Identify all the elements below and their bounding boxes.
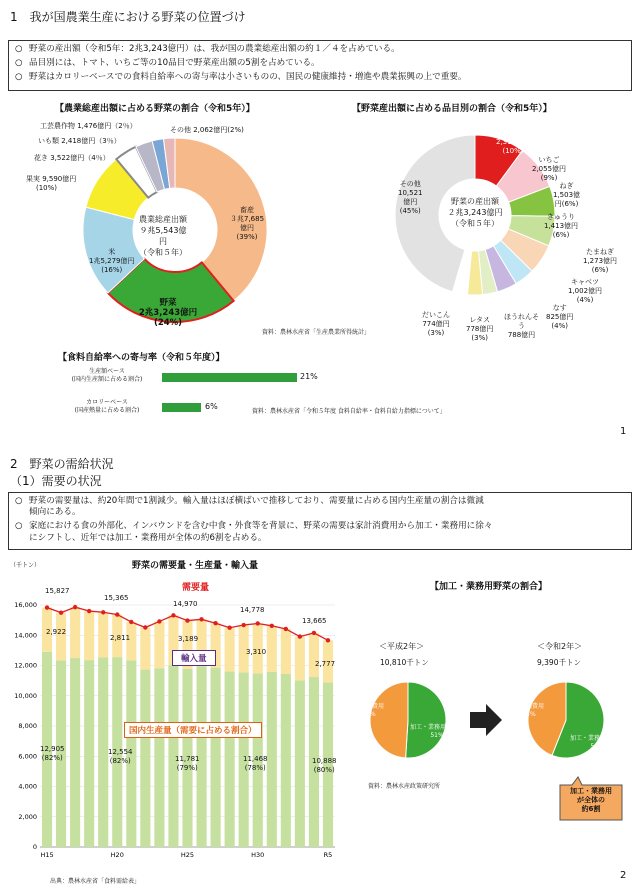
- bullet-4-cont: 傾向にある。: [29, 507, 81, 517]
- pie-slice-processed: [406, 682, 446, 758]
- pie2-proc: 加工・業務用 56%: [570, 735, 607, 750]
- bar-chart-unit: （千トン）: [10, 562, 41, 569]
- demand-label-2: 14,970: [173, 600, 198, 608]
- bar-import: [281, 629, 291, 674]
- bar-chart-source: 出典：農林水産省「食料需給表」: [50, 878, 141, 885]
- donut1-title: 【農業総産出額に占める野菜の割合（令和5年）】: [55, 104, 255, 114]
- demand-point: [157, 619, 161, 623]
- demand-point: [59, 610, 63, 614]
- demand-point: [256, 621, 260, 625]
- bullet-5-cont: にシフトし、近年では加工・業務用が全体の約6割を占める。: [29, 533, 267, 543]
- demand-point: [45, 605, 49, 609]
- bar-import: [225, 628, 235, 672]
- label-ichigo: いちご 2,055億円 (9%): [532, 156, 567, 182]
- ss-label-1: 生産額ベース (国内生産額に占める割合): [71, 368, 143, 383]
- ss-label-2: カロリーベース (国産熱量に占める割合): [74, 399, 140, 414]
- y-tick-label: 14,000: [14, 631, 37, 640]
- pie1-year: ＜平成2年＞: [379, 642, 425, 651]
- demand-point: [227, 626, 231, 630]
- label-sonota2: その他 10,521 億円 (45%): [398, 180, 423, 215]
- domestic-label-0: 12,905 (82%): [40, 745, 65, 762]
- demand-point: [87, 609, 91, 613]
- x-tick-label: H25: [180, 851, 195, 859]
- donut-source: 資料：農林水産省「生産農業所得統計」: [262, 329, 371, 336]
- label-cabbage: キャベツ 1,002億円 (4%): [568, 278, 603, 304]
- bullet-3: ○ 野菜はカロリーベースでの食料自給率への寄与率は小さいものの、国民の健康維持・増進や農業振興の上で重要。: [15, 72, 467, 82]
- domestic-label-1: 12,554 (82%): [108, 748, 133, 765]
- y-tick-label: 12,000: [14, 661, 37, 670]
- summary-box-1: [8, 40, 632, 91]
- demand-point: [312, 631, 316, 635]
- demand-label-1: 15,365: [104, 594, 129, 602]
- ss-title: 【食料自給率への寄与率（令和５年度）】: [58, 353, 225, 363]
- demand-point: [115, 612, 119, 616]
- bar-import: [154, 621, 164, 668]
- demand-point: [241, 623, 245, 627]
- label-negi: ねぎ 1,503億 円(6%): [553, 182, 581, 208]
- ss-bar-1: [162, 373, 297, 382]
- bar-import: [70, 607, 80, 658]
- pies: [368, 668, 640, 788]
- bar-domestic: [98, 658, 108, 847]
- demand-label-3: 14,778: [240, 606, 265, 614]
- pie1-total: 10,810千トン: [380, 658, 429, 667]
- demand-point: [270, 624, 274, 628]
- bar-domestic: [84, 660, 94, 847]
- label-tamanegi: たまねぎ 1,273億円 (6%): [583, 248, 618, 274]
- bar-import: [267, 626, 277, 672]
- ss-value-1: 21%: [300, 372, 318, 381]
- demand-point: [185, 618, 189, 622]
- bullet-5: ○ 家庭における食の外部化、インバウンドを含む中食・外食等を背景に、野菜の需要は家計消費用から加工・業務用に徐々: [15, 521, 493, 531]
- label-chikusan: 畜産 ３兆7,685 億円 (39%): [230, 206, 265, 241]
- bar-chart-title: 野菜の需要量・生産量・輸入量: [132, 561, 259, 571]
- demand-label-4: 13,665: [302, 617, 327, 625]
- bar-domestic: [225, 672, 235, 847]
- label-sonota1: その他 2,062億円(2%): [170, 126, 244, 134]
- label-nasu: なす 825億円 (4%): [546, 304, 574, 330]
- domestic-label-2: 11,781 (79%): [175, 755, 200, 772]
- y-tick-label: 16,000: [14, 601, 37, 609]
- legend-domestic: 国内生産量（需要に占める割合）: [124, 722, 262, 738]
- pie-slice-home: [370, 682, 408, 758]
- pie2-home: 家計消費用 44%: [514, 703, 545, 718]
- import-label-3: 3,310: [246, 648, 267, 656]
- bar-domestic: [281, 674, 291, 847]
- bar-domestic: [211, 668, 221, 847]
- bar-import: [309, 633, 319, 677]
- arrow-right-icon: [470, 704, 502, 736]
- demand-point: [73, 605, 77, 609]
- x-tick-label: H20: [110, 851, 124, 859]
- donut2-center: 野菜の産出額 ２兆3,243億円 （令和５年）: [447, 197, 503, 228]
- label-kyuri: きゅうり 1,413億円 (6%): [544, 213, 579, 239]
- bar-chart: [0, 570, 345, 870]
- demand-point: [129, 620, 133, 624]
- summary-box-2: [8, 492, 632, 550]
- y-tick-label: 0: [32, 843, 37, 851]
- label-kajitsu: 果実 9,590億円 (10%): [26, 175, 77, 192]
- demand-point: [298, 634, 302, 638]
- page-number-1: 1: [620, 426, 627, 437]
- pie-source: 資料：農林水産政策研究所: [368, 783, 441, 790]
- label-lettuce: レタス 778億円 (3%): [466, 316, 494, 342]
- y-tick-label: 4,000: [18, 782, 37, 791]
- bar-domestic: [140, 670, 150, 847]
- ss-value-2: 6%: [205, 402, 218, 411]
- demand-point: [213, 621, 217, 625]
- bullet-1: ○ 野菜の産出額（令和5年：2兆3,243億円）は、我が国の農業総産出額の約１／４を占めている。: [15, 44, 400, 54]
- bullet-2: ○ 品目別には、トマト、いちご等の10品目で野菜産出額の5割を占めている。: [15, 58, 320, 68]
- demand-point: [199, 617, 203, 621]
- ss-bar-2: [162, 403, 201, 412]
- pie2-year: ＜令和2年＞: [537, 642, 583, 651]
- donut1-center: 農業総産出額 ９兆5,543億円 （令和５年）: [139, 215, 187, 257]
- demand-point: [143, 625, 147, 629]
- domestic-label-4: 10,888 (80%): [312, 757, 337, 774]
- y-tick-label: 8,000: [18, 722, 37, 730]
- bar-import: [140, 627, 150, 669]
- x-tick-label: H15: [40, 851, 54, 859]
- bar-domestic: [70, 658, 80, 847]
- x-tick-label: R5: [323, 851, 333, 859]
- demand-point: [284, 627, 288, 631]
- demand-point: [171, 613, 175, 617]
- bar-import: [84, 611, 94, 660]
- donut2-title: 【野菜産出額に占める品目別の割合（令和5年）】: [352, 104, 552, 114]
- pie-section-title: 【加工・業務用野菜の割合】: [430, 582, 548, 592]
- section1-title: 1 我が国農業生産における野菜の位置づけ: [10, 10, 246, 24]
- label-koge: 工芸農作物 1,476億円（2％）: [40, 122, 137, 130]
- pie2-total: 9,390千トン: [537, 658, 581, 667]
- label-yasai: 野菜 2兆3,243億円 (24%): [138, 298, 198, 328]
- domestic-label-3: 11,468 (78%): [243, 755, 268, 772]
- section2-subtitle: （1）需要の状況: [10, 474, 102, 488]
- label-horenso: ほうれんそ う 788億円: [504, 313, 539, 339]
- bar-import: [295, 637, 305, 681]
- import-label-0: 2,922: [46, 628, 67, 636]
- import-label-2: 3,189: [178, 635, 199, 643]
- label-imo: いも類 2,418億円（3％）: [38, 137, 121, 145]
- section2-title: 2 野菜の需給状況: [10, 457, 114, 471]
- label-kome: 米 1兆5,279億円 (16%): [89, 248, 135, 274]
- page-number-2: 2: [620, 870, 627, 881]
- pie1-home: 家計消費用 49%: [354, 703, 385, 718]
- import-label-4: 2,777: [315, 660, 336, 668]
- label-tomato: トマト 2,311億円 (10%): [496, 129, 531, 155]
- bullet-4: ○ 野菜の需要量は、約20年間で1割減少。輸入量はほぼ横ばいで推移しており、需要量に占める国内生産量の割合は微減: [15, 496, 484, 506]
- bar-domestic: [295, 680, 305, 847]
- callout-text: 加工・業務用 が全体の 約6割: [570, 787, 612, 813]
- import-label-1: 2,811: [110, 634, 131, 642]
- label-daikon: だいこん 774億円 (3%): [422, 311, 450, 337]
- demand-point: [326, 638, 330, 642]
- legend-import: 輸入量: [172, 650, 216, 666]
- demand-label-0: 15,827: [45, 587, 70, 595]
- label-hana: 花き 3,522億円（4％）: [34, 154, 110, 162]
- ss-source: 資料：農林水産省「令和５年度 食料自給率・食料自給力指標について」: [252, 408, 446, 415]
- y-tick-label: 6,000: [18, 752, 37, 761]
- y-tick-label: 10,000: [14, 691, 37, 700]
- bar-domestic: [154, 668, 164, 847]
- bar-domestic: [267, 672, 277, 847]
- bar-import: [98, 612, 108, 657]
- legend-demand: 需要量: [182, 583, 210, 593]
- y-tick-label: 2,000: [18, 812, 37, 821]
- pie1-proc: 加工・業務用 51%: [410, 724, 447, 739]
- demand-point: [101, 610, 105, 614]
- x-tick-label: H30: [251, 851, 265, 859]
